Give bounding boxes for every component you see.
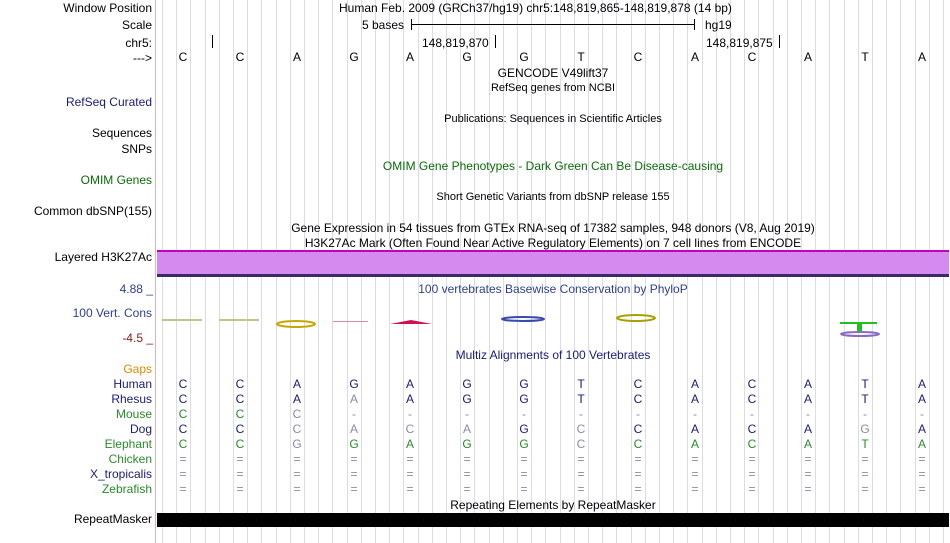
scale-label: Scale — [121, 18, 152, 32]
alignment-base: C — [178, 422, 188, 436]
alignment-base: - — [863, 407, 867, 421]
window-position-label: Window Position — [63, 1, 152, 15]
window-position-text[interactable]: Human Feb. 2009 (GRCh37/hg19) chr5:148,819,865-148,819,878 (14 bp) — [339, 1, 732, 15]
alignment-base: T — [577, 392, 585, 406]
alignment-base: = — [406, 467, 414, 481]
alignment-base: G — [519, 437, 529, 451]
alignment-base: = — [691, 467, 699, 481]
species-label-rhesus[interactable]: Rhesus — [111, 392, 152, 406]
repeatmasker-label[interactable]: RepeatMasker — [73, 512, 152, 526]
alignment-base: A — [803, 392, 812, 406]
alignment-base: = — [520, 467, 528, 481]
refseq-track-subtitle[interactable]: RefSeq genes from NCBI — [490, 82, 616, 94]
base-letter: A — [690, 50, 699, 64]
alignment-base: = — [406, 452, 414, 466]
alignment-base: = — [748, 467, 756, 481]
alignment-base: C — [576, 422, 586, 436]
base-letter: A — [803, 50, 812, 64]
alignment-base: - — [750, 407, 754, 421]
snps-label[interactable]: SNPs — [121, 142, 152, 156]
alignment-base: = — [748, 482, 756, 496]
alignment-base: = — [179, 467, 187, 481]
cons-mark — [840, 322, 877, 324]
alignment-base: C — [235, 422, 245, 436]
cons-mark — [219, 319, 259, 321]
alignment-base: - — [806, 407, 810, 421]
species-label-mouse[interactable]: Mouse — [115, 407, 152, 421]
cons-mark — [390, 320, 432, 324]
alignment-base: G — [462, 437, 472, 451]
alignment-base: A — [690, 377, 699, 391]
alignment-base: C — [633, 437, 643, 451]
alignment-base: A — [405, 392, 414, 406]
h3k27ac-signal-baseline — [157, 274, 949, 277]
species-label-dog[interactable]: Dog — [129, 422, 152, 436]
alignment-base: - — [408, 407, 412, 421]
conservation-logo-plot[interactable] — [157, 300, 949, 350]
base-letter: C — [633, 50, 643, 64]
gtex-track-title[interactable]: Gene Expression in 54 tissues from GTEx RNA-seq of 17382 samples, 948 donors (V8, Aug 2019) — [291, 221, 815, 235]
alignment-base: = — [861, 467, 869, 481]
vert-cons-label[interactable]: 100 Vert. Cons — [72, 306, 152, 320]
alignment-base: C — [235, 377, 245, 391]
alignment-base: = — [861, 452, 869, 466]
alignment-base: C — [747, 377, 757, 391]
alignment-base: C — [178, 377, 188, 391]
chrom-tick-start — [212, 35, 213, 48]
alignment-base: A — [349, 392, 358, 406]
alignment-base: = — [350, 452, 358, 466]
alignment-base: = — [293, 452, 301, 466]
species-label-zebrafish[interactable]: Zebrafish — [101, 482, 152, 496]
alignment-base: = — [634, 452, 642, 466]
cons-mark — [857, 324, 862, 331]
species-label-x_tropicalis[interactable]: X_tropicalis — [89, 467, 152, 481]
alignment-base: C — [576, 437, 586, 451]
alignment-base: - — [693, 407, 697, 421]
base-letter: G — [519, 50, 529, 64]
alignment-base: A — [349, 422, 358, 436]
alignment-base: = — [918, 467, 926, 481]
alignment-base: = — [236, 482, 244, 496]
alignment-base: C — [235, 407, 245, 421]
alignment-base: = — [804, 482, 812, 496]
alignment-base: C — [292, 407, 302, 421]
scale-bar — [411, 24, 695, 25]
conservation-max-value: 4.88 _ — [119, 282, 153, 296]
alignment-base: A — [690, 392, 699, 406]
position-tick-2-mark — [779, 35, 780, 48]
alignment-base: = — [293, 482, 301, 496]
scale-bar-right-tick — [694, 19, 695, 30]
alignment-base: G — [462, 377, 472, 391]
alignment-base: = — [748, 452, 756, 466]
phylop-track-title[interactable]: 100 vertebrates Basewise Conservation by PhyloP — [418, 282, 688, 296]
alignment-base: = — [520, 452, 528, 466]
alignment-base: = — [918, 482, 926, 496]
alignment-base: - — [920, 407, 924, 421]
alignment-base: C — [405, 422, 415, 436]
omim-genes-label[interactable]: OMIM Genes — [80, 173, 152, 187]
alignment-base: C — [178, 392, 188, 406]
alignment-base: A — [462, 422, 471, 436]
chrom-label: chr5: — [125, 36, 152, 50]
h3k27ac-signal-bar[interactable] — [157, 250, 949, 275]
alignment-base: = — [463, 467, 471, 481]
alignment-base: = — [577, 482, 585, 496]
alignment-base: G — [349, 377, 359, 391]
repeatmasker-element-bar[interactable] — [157, 513, 949, 527]
alignment-base: A — [405, 437, 414, 451]
base-letter: T — [577, 50, 585, 64]
position-tick-1: 148,819,870 — [422, 36, 489, 50]
alignment-base: C — [235, 437, 245, 451]
refseq-curated-label[interactable]: RefSeq Curated — [65, 95, 152, 109]
alignment-base: T — [577, 377, 585, 391]
cons-mark — [841, 332, 879, 336]
cons-mark — [502, 317, 544, 321]
alignment-base: C — [178, 437, 188, 451]
alignment-base: = — [293, 467, 301, 481]
alignment-base: = — [463, 482, 471, 496]
alignment-base: G — [349, 437, 359, 451]
alignment-base: C — [235, 392, 245, 406]
alignment-base: A — [292, 377, 301, 391]
alignment-base: = — [691, 482, 699, 496]
gaps-label: Gaps — [123, 362, 152, 376]
layered-h3k27ac-label[interactable]: Layered H3K27Ac — [54, 250, 152, 264]
alignment-base: C — [633, 377, 643, 391]
alignment-base: = — [634, 467, 642, 481]
alignment-base: = — [634, 482, 642, 496]
alignment-base: A — [690, 437, 699, 451]
base-letter: C — [235, 50, 245, 64]
alignment-base: = — [577, 467, 585, 481]
scale-bar-text: 5 bases — [362, 18, 405, 32]
base-letter: A — [292, 50, 301, 64]
alignment-base: A — [405, 377, 414, 391]
alignment-base: T — [861, 377, 869, 391]
alignment-base: G — [860, 422, 870, 436]
alignment-base: T — [861, 392, 869, 406]
alignment-base: A — [803, 437, 812, 451]
alignment-base: = — [691, 452, 699, 466]
cons-mark — [162, 319, 202, 321]
alignment-base: = — [520, 482, 528, 496]
base-letter: A — [405, 50, 414, 64]
alignment-base: A — [917, 377, 926, 391]
alignment-base: = — [350, 467, 358, 481]
alignment-base: = — [577, 452, 585, 466]
alignment-base: A — [292, 392, 301, 406]
alignment-base: = — [463, 452, 471, 466]
alignment-base: C — [747, 392, 757, 406]
alignment-base: = — [236, 452, 244, 466]
cons-mark — [617, 315, 655, 321]
alignment-base: = — [804, 452, 812, 466]
alignment-base: = — [918, 452, 926, 466]
scale-assembly: hg19 — [705, 18, 732, 32]
alignment-base: A — [917, 437, 926, 451]
alignment-base: - — [636, 407, 640, 421]
alignment-base: = — [179, 482, 187, 496]
publications-track-title[interactable]: Publications: Sequences in Scientific Articles — [444, 113, 662, 125]
alignment-base: C — [292, 422, 302, 436]
alignment-base: G — [519, 392, 529, 406]
alignment-base: A — [803, 422, 812, 436]
alignment-base: T — [861, 437, 869, 451]
scale-bar-left-tick — [411, 19, 412, 30]
label-area-divider — [155, 0, 156, 543]
position-tick-1-mark — [495, 35, 496, 48]
omim-track-title[interactable]: OMIM Gene Phenotypes - Dark Green Can Be Disease-causing — [382, 159, 724, 173]
alignment-base: = — [236, 467, 244, 481]
alignment-base: C — [747, 422, 757, 436]
alignment-base: G — [292, 437, 302, 451]
alignment-base: = — [861, 482, 869, 496]
alignment-base: = — [350, 482, 358, 496]
alignment-base: G — [519, 422, 529, 436]
strand-label: ---> — [133, 51, 152, 65]
base-letter: C — [178, 50, 188, 64]
cons-mark — [277, 321, 315, 327]
species-label-chicken[interactable]: Chicken — [108, 452, 152, 466]
alignment-base: A — [917, 422, 926, 436]
alignment-base: C — [178, 407, 188, 421]
common-dbsnp-label[interactable]: Common dbSNP(155) — [33, 204, 152, 218]
h3k27ac-track-title[interactable]: H3K27Ac Mark (Often Found Near Active Regulatory Elements) on 7 cell lines from ENCODE — [304, 236, 802, 250]
alignment-base: A — [917, 392, 926, 406]
base-letter: C — [747, 50, 757, 64]
multiz-track-title[interactable]: Multiz Alignments of 100 Vertebrates — [455, 348, 651, 362]
alignment-base: G — [462, 392, 472, 406]
alignment-base: G — [519, 377, 529, 391]
sequences-label[interactable]: Sequences — [91, 126, 152, 140]
alignment-base: C — [633, 392, 643, 406]
base-letter: A — [917, 50, 926, 64]
species-label-elephant[interactable]: Elephant — [104, 437, 152, 451]
alignment-base: A — [803, 377, 812, 391]
cons-mark — [333, 321, 368, 322]
repeatmasker-track-title[interactable]: Repeating Elements by RepeatMasker — [450, 498, 656, 512]
alignment-base: - — [522, 407, 526, 421]
position-tick-2: 148,819,875 — [706, 36, 773, 50]
species-label-human[interactable]: Human — [113, 377, 152, 391]
base-letter: G — [462, 50, 472, 64]
gencode-track-title[interactable]: GENCODE V49lift37 — [497, 66, 609, 80]
alignment-base: = — [804, 467, 812, 481]
alignment-base: C — [747, 437, 757, 451]
alignment-base: - — [352, 407, 356, 421]
alignment-base: = — [179, 452, 187, 466]
alignment-base: = — [406, 482, 414, 496]
conservation-min-value: -4.5 _ — [122, 331, 153, 345]
alignment-base: - — [465, 407, 469, 421]
alignment-base: C — [633, 422, 643, 436]
base-letter: G — [349, 50, 359, 64]
base-letter: T — [861, 50, 869, 64]
dbsnp-track-title[interactable]: Short Genetic Variants from dbSNP release 155 — [436, 191, 670, 203]
alignment-base: - — [579, 407, 583, 421]
alignment-base: A — [690, 422, 699, 436]
